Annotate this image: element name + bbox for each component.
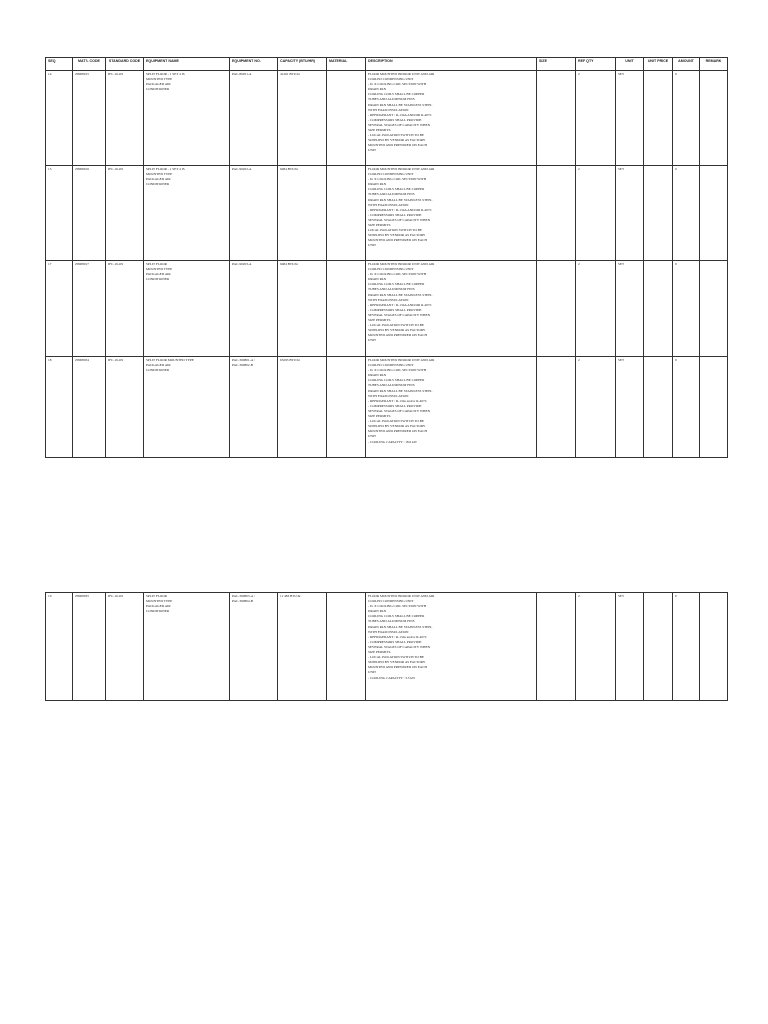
description-line: - REFRIGERANT : R-134A AND/OR R-407C (368, 112, 432, 117)
equipment-table (45, 57, 728, 458)
cell-equipment-name (144, 71, 230, 166)
description-line: FLOOR MOUNTED INDOOR UNIT AND AIR (368, 594, 435, 598)
cell-equipment-name (144, 593, 230, 701)
header-std-code: STANDARD CODE (106, 58, 144, 71)
cell-capacity: 63293 BTU/hr (278, 357, 327, 458)
header-size: SIZE (537, 58, 576, 71)
cell-qty: 2 (576, 593, 616, 701)
description-line: SUPPLIED BY VENDOR AS FACTORY (368, 233, 426, 238)
cell-equipment-name (144, 261, 230, 357)
equipment-name-line: SPLIT FLOOR MOUNTED TYPE (146, 358, 195, 362)
equipment-no-line: PAC-90203-A (232, 262, 252, 266)
description-line: - COOLING CAPACITY : 3.3 kW (368, 675, 416, 680)
description-line: DRAIN PAN (368, 87, 387, 92)
cell-material (327, 166, 366, 261)
cell-amount: 0 (673, 357, 700, 458)
description-line: COOLED CONDENSING UNIT (368, 363, 414, 368)
description-line: - REFRIGERANT : R-134a and/or R-407C (368, 398, 427, 403)
description-line: DRAIN PAN (368, 609, 387, 614)
description-line: - COOLING CAPACITY : 18.6 kW (368, 439, 417, 444)
description-line: UNIT (368, 243, 377, 248)
header-mat-code: MAT'L CODE (73, 58, 106, 71)
equipment-name-line: MOUNTED TYPE (146, 172, 173, 177)
cell-size (537, 166, 576, 261)
description-line: SEVERAL STAGES OF CAPACITY WHEN (368, 312, 431, 317)
cell-unit: SET (616, 357, 644, 458)
description-line: TUBES AND ALUMINUM FINS (368, 383, 415, 388)
header-description: DESCRIPTION (366, 58, 537, 71)
equipment-name-line: MOUNTED TYPE (146, 77, 173, 82)
cell-equipment-no (230, 357, 278, 458)
cell-remark (700, 593, 728, 701)
description-line: COOLING COILS SHALL BE COPPER (368, 282, 425, 287)
description-line: SEVERAL STAGES OF CAPACITY WHEN (368, 408, 431, 413)
cell-item: 14 (46, 71, 73, 166)
equipment-no-line: PAC-360803-A / (232, 594, 255, 598)
description-line: - REFRIGERANT : R-134A AND/OR R-407C (368, 302, 432, 307)
cell-size (537, 357, 576, 458)
header-unit: UNIT (616, 58, 644, 71)
description-line: FLOOR MOUNTED INDOOR UNIT AND AIR (368, 262, 435, 266)
equipment-no-line: PAC-360801-A / (232, 358, 255, 362)
cell-equipment-no (230, 261, 278, 357)
cell-material (327, 593, 366, 701)
cell-capacity: 41261 BTU/hr (278, 71, 327, 166)
description-line: COOLING COILS SHALL BE COPPER (368, 92, 425, 97)
description-line: DRAIN PAN SHALL BE STAINLESS STEEL (368, 388, 433, 393)
description-line: - LOCAL ISOLATION SWITCH TO BE (368, 419, 424, 424)
description-line: MOUNTED AND PREWIRED ON EACH (368, 665, 427, 670)
description-line: FLOOR MOUNTED INDOOR UNIT AND AIR (368, 72, 435, 76)
cell-capacity: 11 483 BTU/hr (278, 593, 327, 701)
equipment-name-line: MOUNTED TYPE (146, 599, 173, 604)
description-line: SIZE PERMITS. (368, 223, 392, 228)
cell-material (327, 71, 366, 166)
cell-unit-price (644, 357, 673, 458)
description-line: - D. X COOLING COIL SECTION WITH (368, 82, 427, 87)
cell-amount: 0 (673, 166, 700, 261)
description-line: LOCAL ISOLATION SWITCH TO BE (368, 228, 422, 233)
description-line: SUPPLIED BY VENDOR AS FACTORY (368, 424, 426, 429)
cell-equipment-name (144, 357, 230, 458)
equipment-name-line: PACKAGED AIR (146, 363, 171, 368)
table-row (46, 593, 728, 701)
equipment-no-line: PAC-360802-B (232, 363, 253, 368)
description-line: WITH FOAM INSULATION (368, 393, 409, 398)
table-body-continued (46, 593, 728, 701)
description-line: - COMPRESSORS SHALL PROVIDE (368, 212, 422, 217)
equipment-no-line: PAC-360804-B (232, 599, 253, 604)
description-line: WITH FOAM INSULATION (368, 629, 409, 634)
header-row (46, 58, 728, 71)
description-line: MOUNTED AND PREWIRED ON EACH (368, 143, 427, 148)
cell-remark (700, 357, 728, 458)
equipment-name-line: CONDITIONER (146, 609, 170, 614)
cell-unit: SET (616, 261, 644, 357)
equipment-name-line: PACKAGED AIR (146, 82, 171, 87)
cell-material (327, 357, 366, 458)
description-line: - COMPRESSORS SHALL PROVIDE (368, 639, 422, 644)
description-line: FLOOR MOUNTED INDOOR UNIT AND AIR (368, 358, 435, 362)
equipment-name-line: CONDITIONER (146, 182, 170, 187)
description-line: COOLED CONDENSING UNIT (368, 77, 414, 82)
cell-unit: SET (616, 71, 644, 166)
description-line: - D. X COOLING COIL SECTION WITH (368, 177, 427, 182)
cell-equipment-no (230, 71, 278, 166)
description-line: WITH FOAM INSULATION (368, 297, 409, 302)
cell-remark (700, 166, 728, 261)
description-line: - REFRIGERANT : R-134a and/or R-407C (368, 634, 427, 639)
cell-item: 15 (46, 166, 73, 261)
table-row (46, 71, 728, 166)
description-line: TUBES AND ALUMINUM FINS (368, 97, 415, 102)
description-line: DRAIN PAN (368, 182, 387, 187)
description-line: TUBES AND ALUMINUM FINS (368, 192, 415, 197)
cell-equipment-no (230, 166, 278, 261)
cell-qty: 2 (576, 71, 616, 166)
description-line: COOLING COILS SHALL BE COPPER (368, 378, 425, 383)
cell-unit-price (644, 593, 673, 701)
cell-capacity: 9484 BTU/hr (278, 261, 327, 357)
header-unit-price: UNIT PRICE (644, 58, 673, 71)
cell-unit-price (644, 166, 673, 261)
cell-remark (700, 261, 728, 357)
description-line: MOUNTED AND PREWIRED ON EACH (368, 238, 427, 243)
cell-unit: SET (616, 593, 644, 701)
description-line: COOLED CONDENSING UNIT (368, 172, 414, 177)
description-line: SIZE PERMITS. (368, 318, 392, 323)
cell-material (327, 261, 366, 357)
cell-std-code: IFC-16-OS (106, 261, 144, 357)
cell-unit: SET (616, 166, 644, 261)
cell-amount: 0 (673, 71, 700, 166)
cell-amount: 0 (673, 593, 700, 701)
cell-qty: 2 (576, 261, 616, 357)
description-line: - LOCAL ISOLATION SWITCH TO BE (368, 323, 424, 328)
cell-remark (700, 71, 728, 166)
description-line: - D. X COOLING COIL SECTION WITH (368, 272, 427, 277)
description-line: UNIT (368, 148, 377, 153)
description-line: SUPPLIED BY VENDOR AS FACTORY (368, 660, 426, 665)
description-line: DRAIN PAN SHALL BE STAINLESS STEEL (368, 624, 433, 629)
cell-mat-code: Z8008015 (73, 71, 106, 166)
cell-amount: 0 (673, 261, 700, 357)
description-line: SIZE PERMITS. (368, 650, 392, 655)
cell-mat-code: Z8008016 (73, 166, 106, 261)
description-line: SUPPLIED BY VENDOR AS FACTORY (368, 328, 426, 333)
equipment-no-line: PAC-80201-A (232, 72, 252, 76)
description-line: DRAIN PAN (368, 277, 387, 282)
cell-description (366, 71, 537, 166)
description-line: - D. X COOLING COIL SECTION WITH (368, 604, 427, 609)
cell-std-code: IFC-16-OS (106, 166, 144, 261)
description-line: SEVERAL STAGES OF CAPACITY WHEN (368, 122, 431, 127)
equipment-name-line: SPLIT FLOOR (146, 594, 167, 598)
equipment-name-line: SPLIT FLOOR - 1 SET 4 IS (146, 72, 185, 76)
description-line: DRAIN PAN SHALL BE STAINLESS STEEL (368, 102, 433, 107)
header-equipment-no: EQUIPMENT NO. (230, 58, 278, 71)
description-line: COOLED CONDENSING UNIT (368, 267, 414, 272)
equipment-name-line: CONDITIONER (146, 87, 170, 92)
equipment-no-line: PAC-90202-A (232, 167, 252, 171)
cell-qty: 2 (576, 357, 616, 458)
header-capacity: CAPACITY (BTU/HR) (278, 58, 327, 71)
header-qty: REF QTY (576, 58, 616, 71)
equipment-name-line: SPLIT FLOOR (146, 262, 167, 266)
description-line: DRAIN PAN (368, 373, 387, 378)
equipment-name-line: SPLIT FLOOR - 1 SET 4 IS (146, 167, 185, 171)
equipment-name-line: CONDITIONER (146, 277, 170, 282)
description-line: - REFRIGERANT : R-134A AND/OR R-407C (368, 207, 432, 212)
description-line: WITH FOAM INSULATION (368, 202, 409, 207)
description-line: SEVERAL STAGES OF CAPACITY WHEN (368, 217, 431, 222)
description-line: COOLING COILS SHALL BE COPPER (368, 187, 425, 192)
cell-description (366, 357, 537, 458)
description-line: COOLED CONDENSING UNIT (368, 599, 414, 604)
description-line: SIZE PERMITS. (368, 128, 392, 133)
description-line: SUPPLIED BY VENDOR AS FACTORY (368, 138, 426, 143)
description-line: UNIT (368, 434, 377, 439)
cell-size (537, 71, 576, 166)
description-line: - D. X COOLING COIL SECTION WITH (368, 368, 427, 373)
description-line: TUBES AND ALUMINUM FINS (368, 287, 415, 292)
cell-qty: 2 (576, 166, 616, 261)
header-equipment-name: EQUIPMENT NAME (144, 58, 230, 71)
equipment-name-line: PACKAGED AIR (146, 177, 171, 182)
cell-item: 18 (46, 357, 73, 458)
cell-size (537, 593, 576, 701)
description-line: - LOCAL ISOLATION SWITCH TO BE (368, 655, 424, 660)
description-line: - COMPRESSORS SHALL PROVIDE (368, 307, 422, 312)
description-line: MOUNTED AND PREWIRED ON EACH (368, 333, 427, 338)
equipment-name-line: PACKAGED AIR (146, 272, 171, 277)
description-line: TUBES AND ALUMINUM FINS (368, 619, 415, 624)
cell-item: 19 (46, 593, 73, 701)
cell-unit-price (644, 261, 673, 357)
cell-equipment-name (144, 166, 230, 261)
table-body (46, 71, 728, 458)
equipment-name-line: MOUNTED TYPE (146, 267, 173, 272)
description-line: UNIT (368, 338, 377, 343)
cell-description (366, 261, 537, 357)
equipment-name-line: CONDITIONER (146, 368, 170, 373)
equipment-table-continued (45, 592, 728, 701)
header-material: MATERIAL (327, 58, 366, 71)
description-line: MOUNTED AND PREWIRED ON EACH (368, 429, 427, 434)
description-line: FLOOR MOUNTED INDOOR UNIT AND AIR (368, 167, 435, 171)
description-line: DRAIN PAN SHALL BE STAINLESS STEEL (368, 292, 433, 297)
description-line: DRAIN PAN SHALL BE STAINLESS STEEL (368, 197, 433, 202)
description-line: UNIT (368, 670, 377, 675)
table-row (46, 261, 728, 357)
cell-item: 17 (46, 261, 73, 357)
cell-description (366, 593, 537, 701)
table-row (46, 357, 728, 458)
cell-std-code: IFC-16-OS (106, 71, 144, 166)
description-line: COOLING COILS SHALL BE COPPER (368, 614, 425, 619)
cell-unit-price (644, 71, 673, 166)
table-row (46, 166, 728, 261)
description-line: - COMPRESSORS SHALL PROVIDE (368, 403, 422, 408)
cell-mat-code: Z8008034 (73, 357, 106, 458)
description-line: SIZE PERMITS. (368, 414, 392, 419)
header-item: SEQ (46, 58, 73, 71)
cell-mat-code: Z8008035 (73, 593, 106, 701)
cell-mat-code: Z8008017 (73, 261, 106, 357)
description-line: - LOCAL ISOLATION SWITCH TO BE (368, 133, 424, 138)
cell-std-code: IFC-16-OS (106, 357, 144, 458)
cell-equipment-no (230, 593, 278, 701)
equipment-name-line: PACKAGED AIR (146, 604, 171, 609)
cell-description (366, 166, 537, 261)
cell-capacity: 9484 BTU/hr (278, 166, 327, 261)
description-line: - COMPRESSORS SHALL PROVIDE (368, 117, 422, 122)
header-remark: REMARK (700, 58, 728, 71)
header-amount: AMOUNT (673, 58, 700, 71)
cell-size (537, 261, 576, 357)
description-line: SEVERAL STAGES OF CAPACITY WHEN (368, 644, 431, 649)
description-line: WITH FOAM INSULATION (368, 107, 409, 112)
cell-std-code: IFC-16-OS (106, 593, 144, 701)
